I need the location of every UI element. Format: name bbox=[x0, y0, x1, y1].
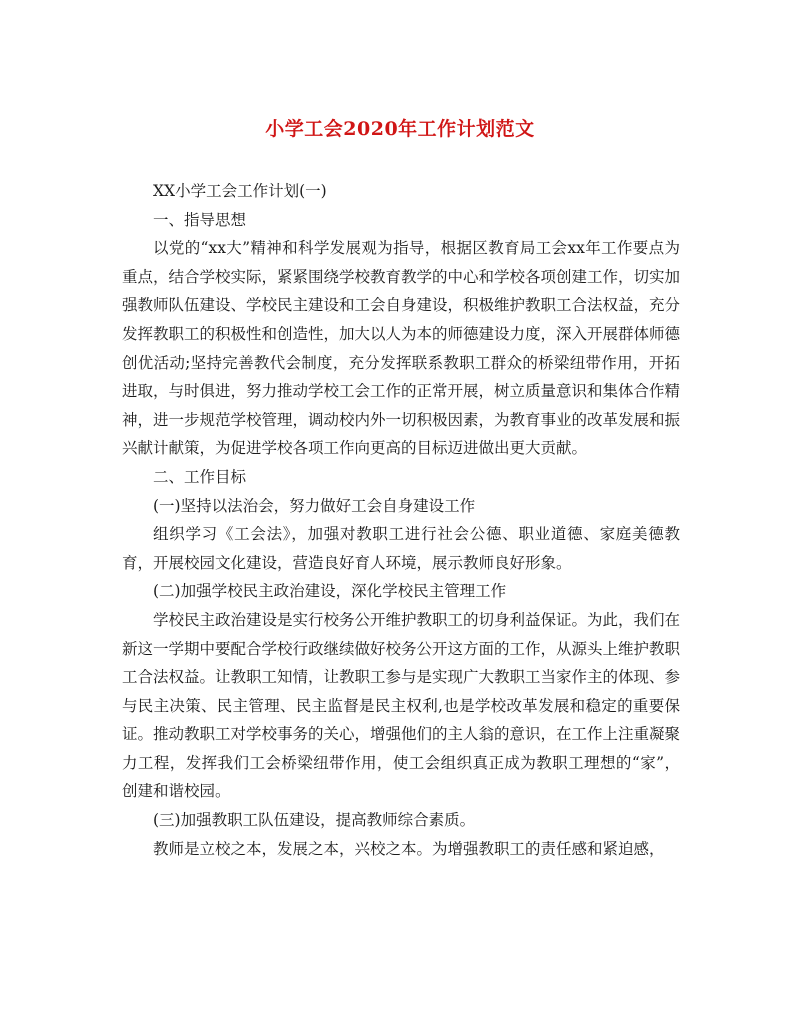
subsection-heading-3: (三)加强教职工队伍建设，提高教师综合素质。 bbox=[153, 811, 476, 830]
subsection-heading-2: (二)加强学校民主政治建设，深化学校民主管理工作 bbox=[153, 582, 507, 601]
subsection-heading-1: (一)坚持以法治会，努力做好工会自身建设工作 bbox=[153, 496, 476, 515]
section-heading-guiding-ideology: 一、指导思想 bbox=[153, 210, 247, 229]
paragraph-guiding-ideology: 以党的“xx大”精神和科学发展观为指导，根据区教育局工会xx年工作要点为重点，结合学校实际，紧紧围绕学校教育教学的中心和学校各项创建工作，切实加强教师队伍建设、学校民主建设和工会自身建设，积极维护教职工合法权益，充分发挥教职工的积极性和创造性，加大以人为本的师德建设力度，深入开展群体师德创优活动;坚持完善教代会制度，充分发挥联系教职工群众的桥梁纽带作用，开拓进取，与时俱进，努力推动学校工会工作的正常开展，树立质量意识和集体合作精神，进一步规范学校管理，调动校内外一切积极因素，为教育事业的改革发展和振兴献计献策，为促进学校各项工作向更高的目标迈进做出更大贡献。 bbox=[122, 239, 681, 458]
paragraph-subsection-3: 教师是立校之本，发展之本，兴校之本。为增强教职工的责任感和紧迫感， bbox=[153, 839, 665, 858]
paragraph-subsection-1: 组织学习《工会法》，加强对教职工进行社会公德、职业道德、家庭美德教育，开展校园文化建设，营造良好育人环境，展示教师良好形象。 bbox=[122, 525, 680, 572]
paragraph-subsection-2: 学校民主政治建设是实行校务公开维护教职工的切身利益保证。为此，我们在新这一学期中要配合学校行政继续做好校务公开这方面的工作，从源头上维护教职工合法权益。让教职工知情，让教职工参与是实现广大教职工当家作主的体现、参与民主决策、民主管理、民主监督是民主权利,也是学校改革发展和稳定的重要保证。推动教职工对学校事务的关心，增强他们的主人翁的意识，在工作上注重凝聚力工程，发挥我们工会桥梁纽带作用，使工会组织真正成为教职工理想的“家”，创建和谐校园。 bbox=[122, 610, 681, 801]
section-heading-work-goals: 二、工作目标 bbox=[153, 467, 247, 486]
document-title: 小学工会2020年工作计划范文 bbox=[265, 118, 535, 140]
document-body bbox=[122, 177, 680, 863]
plan-heading: XX小学工会工作计划(一) bbox=[153, 182, 327, 200]
